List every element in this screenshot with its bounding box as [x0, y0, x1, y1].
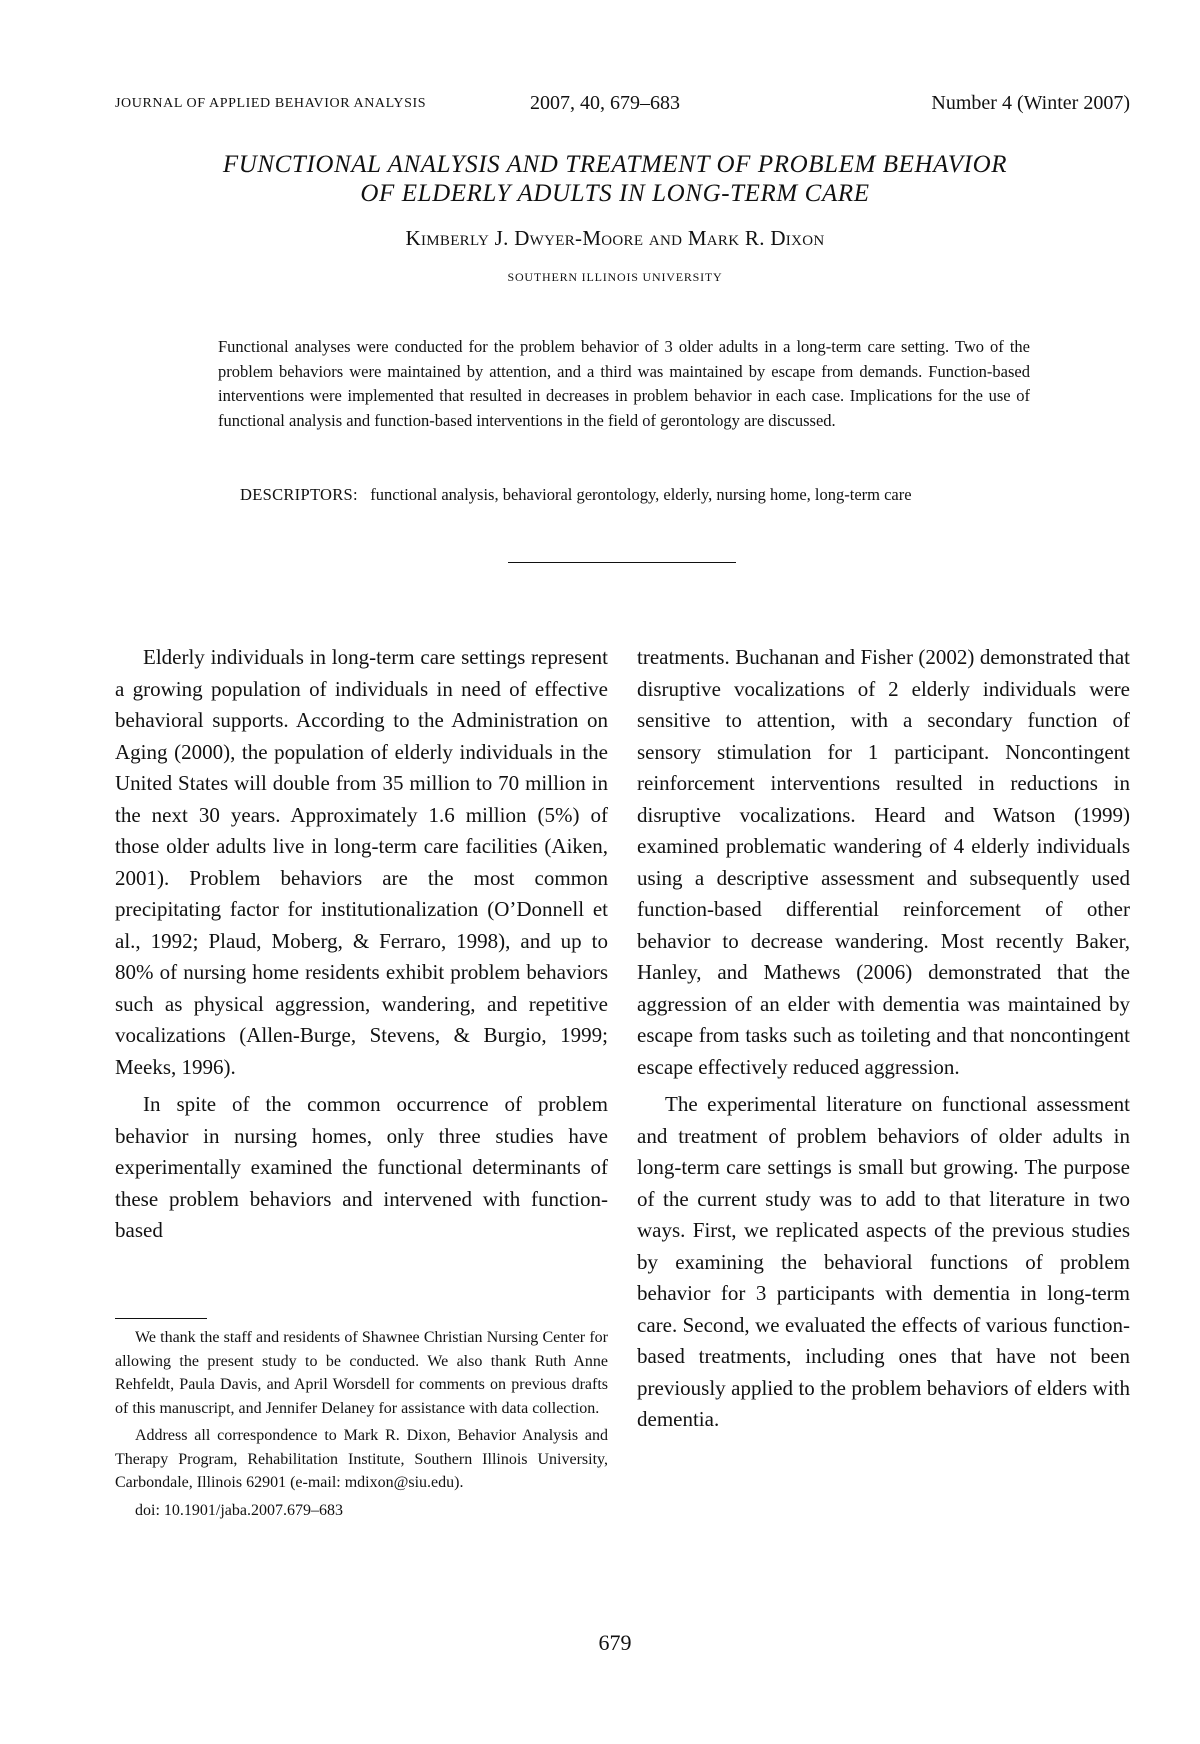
footnote-acknowledgment: We thank the staff and residents of Shawnee Christian Nursing Center for allowing the present study to be conducted. We also thank Ruth Anne Rehfeldt, Paula Davis, and April Worsdell for comments on previous drafts of this manuscript, and Jennifer Delaney for assistance with data collection.	[115, 1329, 608, 1417]
article-title-line-2: OF ELDERLY ADULTS IN LONG-TERM CARE	[360, 180, 870, 207]
running-header	[115, 92, 1130, 122]
body-paragraph: The experimental literature on functional assessment and treatment of problem behaviors of older adults in long-term care settings is small but growing. The purpose of the current study was to add to that literature in two ways. First, we replicated aspects of the previous studies by examining the behavioral functions of problem behavior for 3 participants with dementia in long-term care. Second, we evaluated the effects of various function-based treatments, including ones that have not been previously applied to the problem behaviors of elders with dementia.	[637, 1092, 1130, 1431]
descriptors	[218, 483, 1030, 508]
body-paragraph: Elderly individuals in long-term care settings represent a growing population of individuals in need of effective behavioral supports. According to the Administration on Aging (2000), the population of elderly individuals in the United States will double from 35 million to 70 million in the next 30 years. Approximately 1.6 million (5%) of those older adults live in long-term care facilities (Aiken, 2001). Problem behaviors are the most common precipitating factor for institutionalization (O’Donnell et al., 1992; Plaud, Moberg, & Ferraro, 1998), and up to 80% of nursing home residents exhibit problem behaviors such as physical aggression, wandering, and repetitive vocalizations (Allen-Burge, Stevens, & Burgio, 1999; Meeks, 1996).	[115, 645, 608, 1079]
abstract-text: Functional analyses were conducted for the problem behavior of 3 older adults in a long-term care setting. Two of the problem behaviors were maintained by attention, and a third was maintained by escape from demands. Function-based interventions were implemented that resulted in decreases in problem behavior in each case. Implications for the use of functional analysis and function-based interventions in the field of gerontology are discussed.	[218, 337, 1030, 430]
body-paragraph: treatments. Buchanan and Fisher (2002) demonstrated that disruptive vocalizations of 2 elderly individuals were sensitive to attention, with a secondary function of sensory stimulation for 1 participant. Noncontingent reinforcement interventions resulted in reductions in disruptive vocalizations. Heard and Watson (1999) examined problematic wandering of 4 elderly individuals using a descriptive assessment and subsequently used function-based differential reinforcement of other behavior to decrease wandering. Most recently Baker, Hanley, and Mathews (2006) demonstrated that the aggression of an elder with dementia was maintained by escape from tasks such as toileting and that noncontingent escape effectively reduced aggression.	[637, 645, 1130, 1079]
journal-name: JOURNAL OF APPLIED BEHAVIOR ANALYSIS	[115, 96, 427, 111]
descriptors-text: functional analysis, behavioral gerontology, elderly, nursing home, long-term care	[370, 485, 912, 504]
footnote-doi: doi: 10.1901/jaba.2007.679–683	[135, 1501, 343, 1519]
right-column	[637, 642, 1130, 1436]
volume-pages: 2007, 40, 679–683	[530, 92, 680, 114]
authors: Kimberly J. Dwyer-Moore and Mark R. Dixon	[405, 226, 825, 250]
section-divider	[508, 562, 736, 563]
left-column	[115, 642, 608, 1247]
footnotes	[115, 1326, 608, 1522]
page-number: 679	[598, 1630, 632, 1655]
affiliation: SOUTHERN ILLINOIS UNIVERSITY	[507, 270, 723, 284]
body-paragraph: In spite of the common occurrence of problem behavior in nursing homes, only three studies have experimentally examined the functional determinants of these problem behaviors and intervened with function-based	[115, 1092, 608, 1242]
footnote-divider	[115, 1318, 207, 1319]
issue-number: Number 4 (Winter 2007)	[931, 92, 1130, 114]
descriptors-label: DESCRIPTORS:	[240, 485, 358, 504]
footnote-address: Address all correspondence to Mark R. Dixon, Behavior Analysis and Therapy Program, Rehabilitation Institute, Southern Illinois University, Carbondale, Illinois 62901 (e-mail: mdixon@siu.edu).	[115, 1427, 608, 1491]
article-title-line-1: FUNCTIONAL ANALYSIS AND TREATMENT OF PROBLEM BEHAVIOR	[222, 151, 1008, 178]
article-title	[115, 150, 1115, 208]
abstract	[218, 335, 1030, 433]
